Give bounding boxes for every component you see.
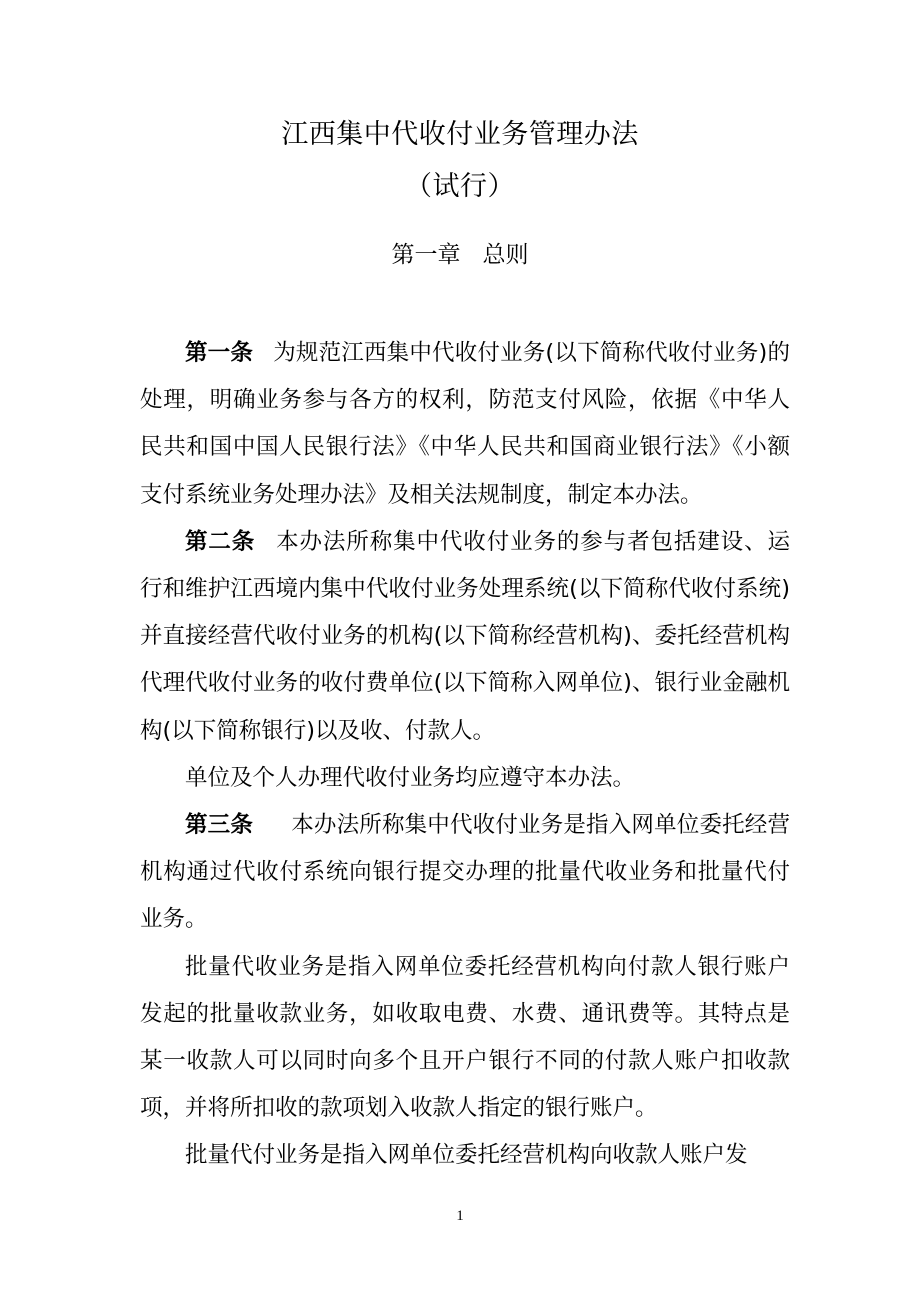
article-3-lead: 第三条 <box>185 812 254 839</box>
article-2-lead: 第二条 <box>185 528 256 555</box>
document-title: 江西集中代收付业务管理办法 <box>281 119 639 150</box>
chapter-name: 总则 <box>482 242 529 268</box>
article-1 <box>140 330 790 519</box>
article-3-paragraph-3 <box>140 1132 790 1179</box>
page-number: 1 <box>456 1208 464 1224</box>
article-2 <box>140 519 790 755</box>
article-3-text: 本办法所称集中代收付业务是指入网单位委托经营机构通过代收付系统向银行提交办理的批量代收业务和批量代付业务。 <box>140 812 790 933</box>
document-subtitle: （试行） <box>405 171 515 202</box>
document-body <box>140 330 790 1180</box>
article-1-text: 为规范江西集中代收付业务(以下简称代收付业务)的处理，明确业务参与各方的权利，防范支付风险，依据《中华人民共和国中国人民银行法》《中华人民共和国商业银行法》《小额支付系统业务处理办法》及相关法规制度，制定本办法。 <box>140 340 790 508</box>
article-3 <box>140 802 790 944</box>
article-3-paragraph-2-text: 批量代收业务是指入网单位委托经营机构向付款人银行账户发起的批量收款业务，如收取电费、水费、通讯费等。其特点是某一收款人可以同时向多个且开户银行不同的付款人账户扣收款项，并将所扣收的款项划入收款人指定的银行账户。 <box>140 953 790 1122</box>
article-2-paragraph-2-text: 单位及个人办理代收付业务均应遵守本办法。 <box>185 764 636 791</box>
article-2-text: 本办法所称集中代收付业务的参与者包括建设、运行和维护江西境内集中代收付业务处理系统(以下简称代收付系统)并直接经营代收付业务的机构(以下简称经营机构)、委托经营机构代理代收付业务的收付费单位(以下简称入网单位)、银行业金融机构(以下简称银行)以及收、付款人。 <box>140 528 790 744</box>
chapter-heading <box>0 240 920 270</box>
article-2-paragraph-2 <box>140 755 790 802</box>
article-1-lead: 第一条 <box>185 340 254 366</box>
article-3-paragraph-2 <box>140 944 790 1133</box>
chapter-number: 第一章 <box>391 242 461 268</box>
article-3-paragraph-3-text: 批量代付业务是指入网单位委托经营机构向收款人账户发 <box>185 1142 748 1169</box>
